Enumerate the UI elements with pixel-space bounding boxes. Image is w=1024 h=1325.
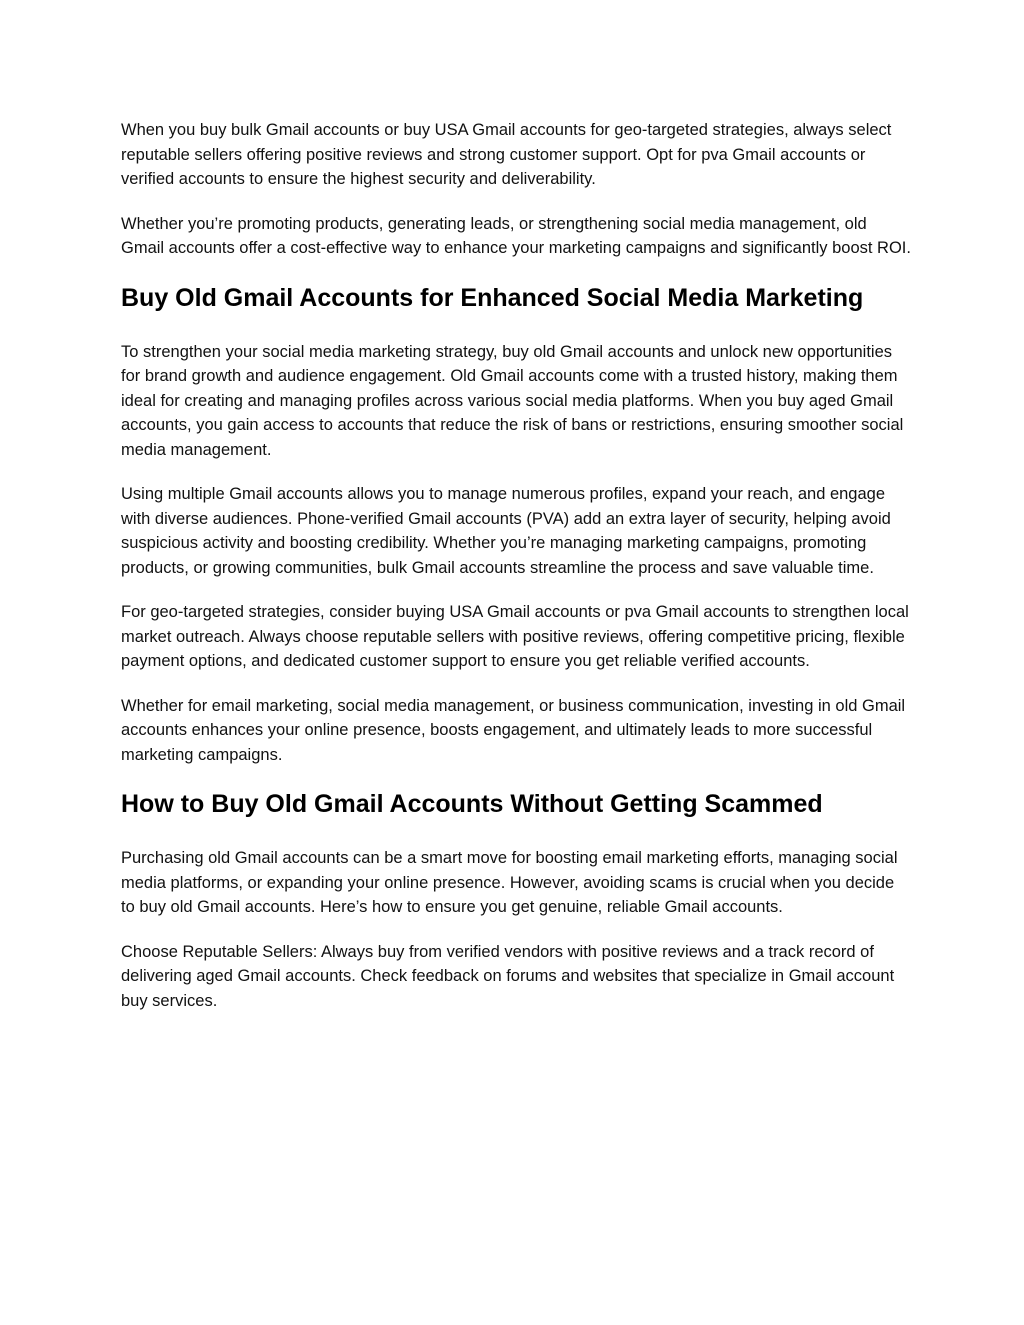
paragraph-strengthen-strategy: To strengthen your social media marketing strategy, buy old Gmail accounts and unlock new opportunities for brand growth and audience engagement. Old Gmail accounts come with a trusted history, making them ideal for creating and managing profiles across various social media platforms. When you buy aged Gmail accounts, you gain access to accounts that reduce the risk of bans or restrictions, ensuring smoother social media management. bbox=[121, 342, 904, 459]
paragraph-purchasing: Purchasing old Gmail accounts can be a smart move for boosting email marketing efforts, managing social media platforms, or expanding your online presence. However, avoiding scams is crucial when you decide to buy old Gmail accounts. Here’s how to ensure you get genuine, reliable Gmail accounts. bbox=[121, 849, 898, 916]
heading-social-media-marketing: Buy Old Gmail Accounts for Enhanced Social Media Marketing bbox=[121, 283, 864, 312]
paragraph-promoting-products: Whether you’re promoting products, generating leads, or strengthening social media management, old Gmail accounts offer a cost-effective way to enhance your marketing campaigns and significantly boost ROI. bbox=[121, 214, 911, 257]
heading-without-scams: How to Buy Old Gmail Accounts Without Getting Scammed bbox=[121, 790, 823, 818]
paragraph-email-marketing: Whether for email marketing, social media management, or business communication, investing in old Gmail accounts enhances your online presence, boosts engagement, and ultimately leads to more successful marketing campaigns. bbox=[121, 696, 906, 764]
paragraph-multiple-accounts: Using multiple Gmail accounts allows you to manage numerous profiles, expand your reach, and engage with diverse audiences. Phone-verified Gmail accounts (PVA) add an extra layer of security, helping avoid suspicious activity and boosting credibility. Whether you’re managing marketing campaigns, promoting products, or growing communities, bulk Gmail accounts streamline the process and save valuable time. bbox=[121, 485, 891, 577]
paragraph-buy-bulk-usa: When you buy bulk Gmail accounts or buy USA Gmail accounts for geo-targeted strategies, always select reputable sellers offering positive reviews and strong customer support. Opt for pva Gmail accounts or verified accounts to ensure the highest security and deliverability. bbox=[121, 121, 892, 188]
paragraph-geo-targeted: For geo-targeted strategies, consider buying USA Gmail accounts or pva Gmail accounts to strengthen local market outreach. Always choose reputable sellers with positive reviews, offering competitive pricing, flexible payment options, and dedicated customer support to ensure you get reliable verified accounts. bbox=[121, 603, 909, 670]
document-page bbox=[121, 118, 911, 1033]
paragraph-reputable-sellers: Choose Reputable Sellers: Always buy from verified vendors with positive reviews and a track record of delivering aged Gmail accounts. Check feedback on forums and websites that specialize in Gmail account buy services. bbox=[121, 942, 895, 1010]
